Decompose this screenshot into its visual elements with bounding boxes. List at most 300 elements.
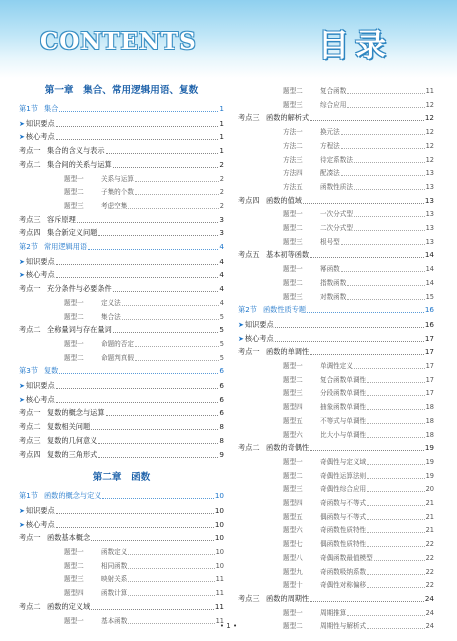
toc-tixing[interactable] — [19, 586, 224, 599]
page-ref: 18 — [425, 403, 434, 412]
page-ref: 15 — [425, 292, 434, 301]
toc-kaodian[interactable] — [238, 194, 434, 207]
dot-leader — [367, 437, 424, 438]
toc-kaodian[interactable] — [19, 600, 224, 613]
dot-leader — [354, 162, 425, 163]
section-title: 函数性质专题 — [262, 305, 307, 315]
tixing-title: 分段函数单调性 — [320, 389, 367, 398]
toc-tixing[interactable] — [238, 84, 434, 97]
toc-section[interactable] — [19, 102, 224, 115]
tixing-title: 待定系数法 — [320, 155, 353, 164]
tixing-title: 二次分式型 — [320, 224, 353, 232]
tixing-title: 奇偶性综合应用 — [320, 485, 367, 494]
page-ref: 22 — [425, 567, 434, 576]
toc-tixing[interactable] — [238, 166, 434, 179]
toc-tixing[interactable] — [238, 537, 434, 550]
toc-kaodian[interactable] — [238, 592, 434, 605]
tixing-label: 题型三 — [283, 485, 303, 494]
toc-kaodian[interactable] — [238, 441, 434, 454]
tixing-label: 题型二 — [283, 278, 303, 287]
toc-point[interactable] — [238, 332, 434, 345]
page-ref: 12 — [425, 141, 434, 150]
tixing-label: 题型二 — [283, 622, 303, 631]
toc-section[interactable] — [238, 303, 434, 316]
dot-leader — [59, 111, 218, 112]
toc-tixing[interactable] — [238, 496, 434, 509]
page-number: • 1 • — [219, 622, 238, 630]
dot-leader — [367, 395, 424, 396]
tixing-title: 命题判真假 — [101, 353, 134, 362]
kaodian-label: 考点四 — [19, 228, 41, 238]
dot-leader — [56, 264, 219, 265]
section-number: 第2节 — [19, 242, 38, 251]
toc-tixing[interactable] — [19, 296, 224, 309]
dot-leader — [354, 216, 425, 217]
kaodian-title: 函数的解析式 — [266, 113, 310, 123]
toc-kaodian[interactable] — [19, 282, 224, 295]
tixing-label: 题型四 — [283, 403, 303, 412]
page-ref: 13 — [425, 182, 434, 191]
kaodian-title: 函数的周期性 — [266, 593, 310, 603]
tixing-label: 题型一 — [64, 616, 84, 625]
tixing-title: 集合法 — [101, 312, 121, 321]
tixing-title: 周期推算 — [320, 608, 347, 617]
tixing-label: 题型三 — [64, 201, 84, 210]
toc-tixing[interactable] — [238, 578, 434, 591]
toc-tixing[interactable] — [238, 373, 434, 386]
tixing-label: 题型六 — [283, 430, 303, 439]
section-title: 函数的概念与定义 — [43, 491, 102, 501]
dot-leader — [347, 299, 424, 300]
kaodian-title: 函数的定义域 — [47, 601, 91, 611]
tixing-title: 奇函数与不等式 — [320, 499, 367, 507]
tixing-title: 子集的个数 — [101, 188, 134, 197]
kaodian-title: 集合新定义问题 — [47, 228, 98, 238]
toc-tixing[interactable] — [19, 337, 224, 350]
dot-leader — [367, 382, 424, 383]
page-ref: 10 — [214, 505, 224, 515]
tixing-label: 题型四 — [64, 589, 84, 598]
tixing-title: 基本函数 — [101, 616, 128, 625]
section-number: 第1节 — [19, 104, 38, 113]
dot-leader — [113, 167, 219, 168]
dot-leader — [91, 429, 218, 430]
toc-tixing[interactable] — [238, 359, 434, 372]
page-ref: 13 — [425, 169, 434, 178]
tixing-title: 抽象函数单调性 — [320, 403, 367, 412]
toc-tixing[interactable] — [238, 400, 434, 413]
section-number: 第3节 — [19, 366, 38, 376]
kaodian-title: 充分条件与必要条件 — [47, 284, 112, 294]
page-ref: 19 — [425, 471, 434, 480]
dot-leader — [98, 443, 218, 444]
dot-leader — [367, 491, 424, 492]
tixing-title: 命题的否定 — [101, 339, 134, 348]
page-ref: 22 — [425, 553, 434, 562]
tixing-title: 单调性定义 — [320, 362, 353, 370]
page-ref: 17 — [425, 375, 434, 384]
page-ref: 5 — [219, 312, 224, 321]
kaodian-label: 考点一 — [19, 284, 41, 294]
toc-kaodian[interactable] — [238, 111, 434, 124]
tixing-title: 偶函数性质特性 — [320, 540, 367, 549]
page-ref: 5 — [219, 339, 224, 348]
point-title: 知识要点 — [244, 319, 274, 329]
kaodian-label: 考点三 — [238, 113, 260, 123]
dot-leader — [56, 277, 219, 278]
page-ref: 21 — [425, 512, 434, 521]
kaodian-title: 容斥原理 — [47, 214, 76, 224]
kaodian-label: 考点一 — [19, 146, 41, 156]
section-number: 第2节 — [238, 305, 257, 315]
toc-tixing[interactable] — [238, 386, 434, 399]
section-title: 集合 — [43, 104, 59, 113]
dot-leader — [310, 354, 424, 355]
kaodian-title: 函数的单调性 — [266, 347, 310, 357]
arrow-icon: ➤ — [19, 119, 25, 128]
toc-tixing[interactable] — [238, 523, 434, 536]
dot-leader — [56, 388, 219, 389]
dot-leader — [135, 181, 219, 182]
tixing-label: 题型二 — [64, 188, 84, 197]
toc-tixing[interactable] — [238, 221, 434, 234]
tixing-title: 幂函数 — [320, 265, 340, 274]
arrow-icon: ➤ — [19, 382, 25, 390]
tixing-title: 换元法 — [320, 128, 340, 137]
dot-leader — [367, 423, 424, 424]
point-title: 知识要点 — [25, 118, 55, 128]
tixing-label: 题型六 — [283, 526, 303, 535]
toc-tixing[interactable] — [19, 351, 224, 364]
toc-tixing[interactable] — [238, 180, 434, 193]
contents-header — [0, 0, 457, 78]
toc-tixing[interactable] — [238, 262, 434, 275]
tixing-title: 映射关系 — [101, 575, 128, 584]
toc-point[interactable] — [19, 117, 224, 130]
dot-leader — [354, 230, 425, 231]
kaodian-title: 函数的值域 — [266, 195, 302, 205]
kaodian-title: 函数的奇偶性 — [266, 443, 310, 453]
toc-kaodian[interactable] — [19, 158, 224, 171]
arrow-icon: ➤ — [19, 257, 25, 266]
page-ref: 14 — [425, 265, 434, 274]
page-ref: 19 — [425, 457, 434, 466]
page-ref: 24 — [425, 608, 434, 617]
kaodian-label: 考点二 — [19, 601, 41, 611]
dot-leader — [347, 615, 424, 616]
kaodian-title: 函数基本概念 — [47, 533, 91, 543]
dot-leader — [106, 153, 219, 154]
page-ref: 17 — [425, 362, 434, 370]
dot-leader — [128, 208, 218, 209]
dot-leader — [354, 189, 425, 190]
page-ref: 5 — [219, 353, 224, 362]
kaodian-label: 考点一 — [19, 533, 41, 543]
toc-section[interactable] — [19, 364, 224, 377]
page-ref: 22 — [425, 581, 434, 590]
tixing-label: 方法三 — [283, 155, 303, 164]
tixing-title: 奇偶函数最值模型 — [320, 553, 373, 562]
tixing-title: 函数定义 — [101, 548, 128, 556]
page-ref: 6 — [219, 394, 224, 404]
kaodian-title: 复数相关问题 — [47, 422, 91, 432]
arrow-icon: ➤ — [238, 320, 244, 329]
dot-leader — [367, 546, 424, 547]
page-ref: 1 — [219, 104, 224, 113]
toc-tixing[interactable] — [19, 572, 224, 585]
kaodian-label: 考点四 — [19, 449, 41, 459]
point-title: 知识要点 — [25, 505, 55, 515]
page-ref: 21 — [425, 526, 434, 535]
page-ref: 3 — [219, 214, 224, 224]
tixing-label: 方法四 — [283, 169, 303, 178]
dot-leader — [113, 291, 219, 292]
toc-tixing[interactable] — [19, 185, 224, 198]
tixing-label: 题型九 — [283, 567, 303, 576]
toc-point[interactable] — [19, 255, 224, 268]
page-ref: 2 — [219, 201, 224, 210]
kaodian-label: 考点五 — [238, 250, 260, 260]
tixing-label: 题型二 — [64, 312, 84, 321]
toc-tixing[interactable] — [238, 428, 434, 441]
toc-tixing[interactable] — [238, 510, 434, 523]
kaodian-title: 全称量词与存在量词 — [47, 325, 112, 335]
page-ref: 11 — [215, 589, 224, 598]
kaodian-title: 集合间的关系与运算 — [47, 159, 112, 169]
toc-section[interactable] — [19, 240, 224, 253]
point-title: 知识要点 — [25, 256, 55, 266]
toc-tixing[interactable] — [238, 551, 434, 564]
page-ref: 17 — [424, 347, 434, 357]
toc-kaodian[interactable] — [19, 448, 224, 461]
dot-leader — [341, 244, 425, 245]
toc-point[interactable] — [19, 504, 224, 517]
tixing-title: 综合应用 — [320, 100, 347, 109]
point-title: 核心考点 — [25, 394, 55, 404]
toc-point[interactable] — [19, 393, 224, 406]
dot-leader — [122, 305, 219, 306]
chapter-heading: 第二章 函数 — [92, 472, 151, 484]
dot-leader — [128, 581, 214, 582]
page-ref: 13 — [425, 210, 434, 219]
toc-tixing[interactable] — [238, 565, 434, 578]
point-title: 核心考点 — [25, 519, 55, 529]
tixing-label: 题型五 — [283, 512, 303, 521]
page-ref: 10 — [214, 519, 224, 529]
toc-point[interactable] — [19, 130, 224, 143]
tixing-label: 题型二 — [64, 561, 84, 570]
section-title: 常用逻辑用语 — [43, 242, 88, 251]
page-ref: 24 — [424, 593, 434, 603]
page-ref: 22 — [425, 540, 434, 549]
toc-tixing[interactable] — [238, 469, 434, 482]
toc-kaodian[interactable] — [19, 434, 224, 447]
toc-kaodian[interactable] — [19, 144, 224, 157]
dot-leader — [135, 346, 219, 347]
toc-kaodian[interactable] — [19, 406, 224, 419]
tixing-title: 周期性与解析式 — [320, 622, 367, 631]
tixing-label: 题型一 — [283, 608, 303, 617]
toc-kaodian[interactable] — [19, 323, 224, 336]
kaodian-label: 考点二 — [19, 422, 41, 432]
toc-point[interactable] — [19, 379, 224, 392]
kaodian-title: 集合的含义与表示 — [47, 146, 105, 156]
toc-kaodian[interactable] — [238, 345, 434, 358]
dot-leader — [135, 194, 219, 195]
page-ref: 13 — [425, 224, 434, 232]
dot-leader — [135, 360, 219, 361]
tixing-label: 方法一 — [283, 128, 303, 137]
toc-tixing[interactable] — [238, 139, 434, 152]
kaodian-title: 基本初等函数 — [266, 250, 310, 260]
tixing-title: 方程法 — [320, 141, 340, 150]
dot-leader — [307, 312, 424, 313]
tixing-label: 题型二 — [283, 375, 303, 384]
dot-leader — [122, 319, 219, 320]
page-ref: 8 — [219, 422, 224, 432]
tixing-label: 题型一 — [64, 339, 84, 348]
toc-tixing[interactable] — [238, 98, 434, 111]
dot-leader — [91, 609, 214, 610]
toc-kaodian[interactable] — [19, 226, 224, 239]
page-ref: 17 — [424, 333, 434, 343]
dot-leader — [310, 120, 424, 121]
tixing-title: 奇函数吸纳系数 — [320, 567, 367, 576]
page-ref: 12 — [425, 100, 434, 109]
tixing-title: 根号型 — [320, 237, 340, 246]
page-ref: 13 — [424, 195, 434, 205]
toc-tixing[interactable] — [238, 235, 434, 248]
toc-tixing[interactable] — [19, 172, 224, 185]
page-ref: 19 — [424, 443, 434, 453]
toc-point[interactable] — [19, 518, 224, 531]
dot-leader — [98, 457, 218, 458]
tixing-title: 一次分式型 — [320, 210, 353, 219]
arrow-icon: ➤ — [19, 506, 25, 515]
tixing-label: 题型八 — [283, 553, 303, 562]
dot-leader — [275, 341, 424, 342]
tixing-title: 复合函数单调性 — [320, 375, 367, 384]
contents-title-cn: 目录 — [318, 28, 392, 64]
toc-section[interactable] — [19, 489, 224, 502]
chapter-heading: 第一章 集合、常用逻辑用语、复数 — [44, 85, 199, 96]
section-title: 复数 — [43, 366, 59, 376]
tixing-label: 题型一 — [283, 457, 303, 466]
toc-tixing[interactable] — [19, 545, 224, 558]
page-ref: 18 — [425, 416, 434, 425]
page-ref: 9 — [219, 449, 224, 459]
tixing-title: 关系与运算 — [101, 174, 134, 183]
kaodian-label: 考点三 — [19, 435, 41, 445]
toc-kaodian[interactable] — [238, 248, 434, 261]
toc-point[interactable] — [238, 318, 434, 331]
tixing-title: 函数计算 — [101, 589, 128, 598]
tixing-label: 题型二 — [283, 224, 303, 232]
dot-leader — [128, 554, 214, 555]
tixing-label: 题型一 — [64, 298, 84, 307]
tixing-title: 考虑空集 — [101, 201, 128, 210]
toc-tixing[interactable] — [238, 276, 434, 289]
toc-tixing[interactable] — [19, 559, 224, 572]
toc-tixing[interactable] — [238, 125, 434, 138]
toc-tixing[interactable] — [238, 290, 434, 303]
dot-leader — [77, 222, 219, 223]
page-ref: 4 — [219, 256, 224, 266]
page-ref: 4 — [219, 284, 224, 294]
tixing-title: 复合函数 — [320, 87, 347, 95]
page-ref: 5 — [219, 325, 224, 335]
tixing-title: 比大小与单调性 — [320, 430, 367, 439]
dot-leader — [367, 587, 424, 588]
tixing-label: 题型三 — [283, 292, 303, 301]
toc-kaodian[interactable] — [19, 531, 224, 544]
kaodian-label: 考点一 — [19, 408, 41, 418]
dot-leader — [367, 478, 424, 479]
page-ref: 11 — [215, 616, 224, 625]
tixing-label: 题型七 — [283, 540, 303, 549]
dot-leader — [367, 505, 424, 506]
toc-tixing[interactable] — [238, 414, 434, 427]
page-ref: 1 — [219, 132, 224, 142]
dot-leader — [56, 126, 219, 127]
kaodian-label: 考点二 — [19, 159, 41, 169]
tixing-label: 题型二 — [283, 87, 303, 95]
toc-point[interactable] — [19, 268, 224, 281]
dot-leader — [56, 513, 214, 514]
point-title: 核心考点 — [25, 132, 55, 142]
page-ref: 1 — [219, 118, 224, 128]
dot-leader — [91, 540, 214, 541]
dot-leader — [310, 257, 424, 258]
toc-tixing[interactable] — [238, 482, 434, 495]
dot-leader — [113, 332, 219, 333]
arrow-icon: ➤ — [238, 334, 244, 343]
dot-leader — [106, 415, 219, 416]
page-ref: 2 — [219, 174, 224, 183]
toc-tixing[interactable] — [238, 455, 434, 468]
toc-kaodian[interactable] — [19, 420, 224, 433]
page-ref: 12 — [424, 113, 434, 123]
dot-leader — [128, 595, 214, 596]
toc-tixing[interactable] — [238, 153, 434, 166]
toc-kaodian[interactable] — [19, 213, 224, 226]
kaodian-label: 考点三 — [238, 593, 260, 603]
tixing-label: 方法二 — [283, 141, 303, 150]
page-ref: 18 — [425, 430, 434, 439]
tixing-label: 题型四 — [283, 499, 303, 507]
tixing-title: 奇偶性与定义域 — [320, 457, 367, 466]
point-title: 核心考点 — [244, 333, 274, 343]
dot-leader — [341, 271, 425, 272]
dot-leader — [354, 368, 425, 369]
page-ref: 10 — [214, 533, 224, 543]
page-ref: 6 — [219, 366, 224, 376]
toc-tixing[interactable] — [19, 199, 224, 212]
toc-tixing[interactable] — [19, 310, 224, 323]
page-ref: 11 — [425, 87, 434, 95]
dot-leader — [275, 327, 424, 328]
toc-tixing[interactable] — [238, 606, 434, 619]
page-ref: 8 — [219, 435, 224, 445]
dot-leader — [347, 285, 424, 286]
page-ref: 13 — [425, 237, 434, 246]
page-ref: 14 — [425, 278, 434, 287]
toc-tixing[interactable] — [238, 207, 434, 220]
dot-leader — [56, 139, 219, 140]
dot-leader — [310, 450, 424, 451]
page-ref: 4 — [219, 242, 224, 251]
point-title: 核心考点 — [25, 270, 55, 280]
